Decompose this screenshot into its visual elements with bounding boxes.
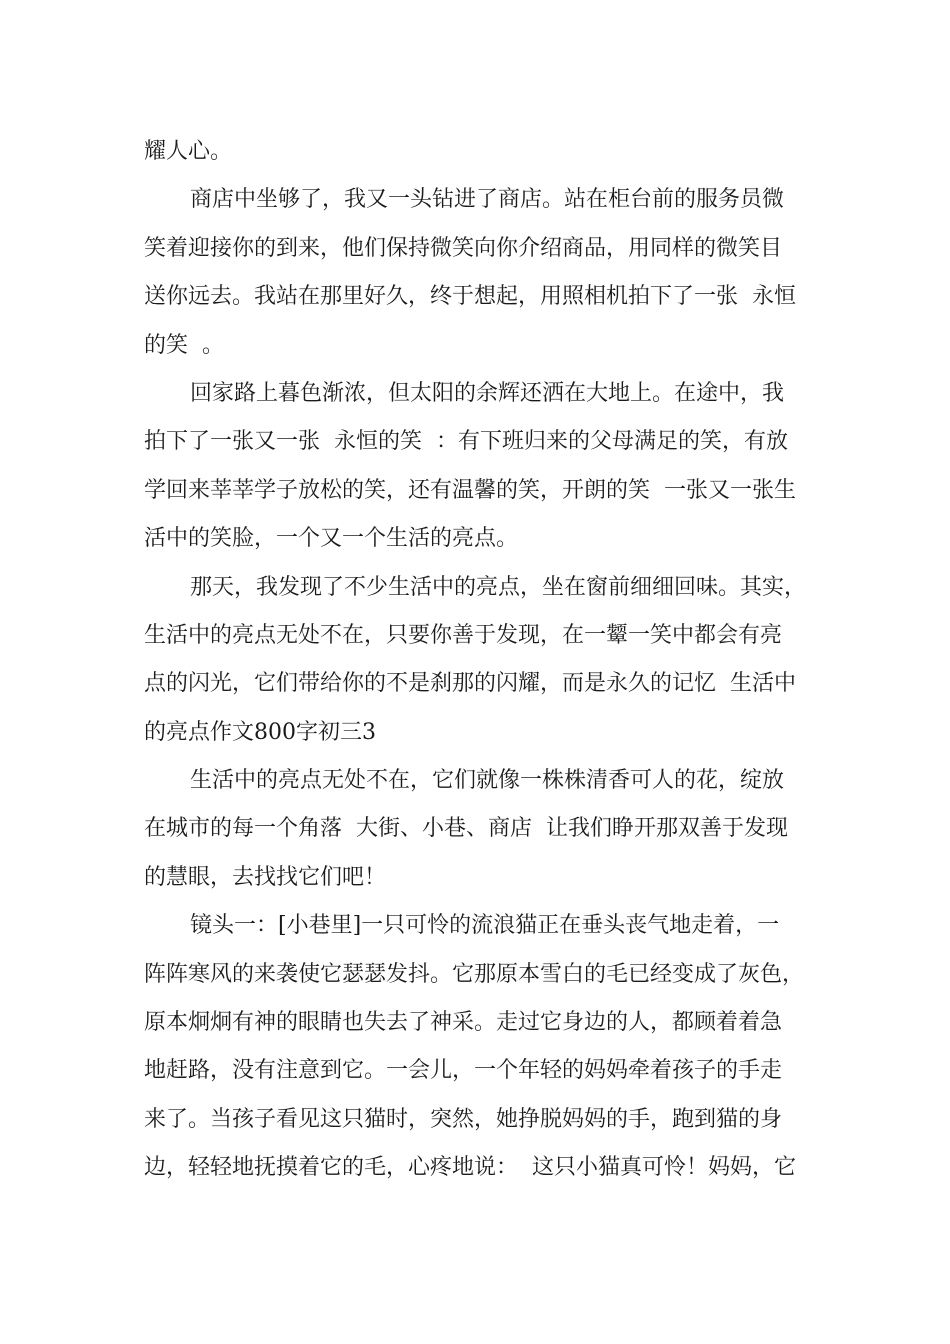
text-line: 送你远去。我站在那里好久，终于想起，用照相机拍下了一张 永恒 [144, 284, 796, 310]
text-line: 回家路上暮色渐浓，但太阳的余辉还洒在大地上。在途中，我 [190, 380, 785, 406]
text-line: 镜头一：[小巷里]一只可怜的流浪猫正在垂头丧气地走着，一 [190, 913, 780, 939]
text-line: 活中的笑脸，一个又一个生活的亮点。 [144, 526, 519, 552]
text-line: 点的闪光，它们带给你的不是刹那的闪耀，而是永久的记忆 生活中 [144, 671, 796, 697]
text-line: 笑着迎接你的到来，他们保持微笑向你介绍商品，用同样的微笑目 [144, 235, 783, 261]
text-line: 地赶路，没有注意到它。一会儿，一个年轻的妈妈牵着孩子的手走 [144, 1058, 783, 1084]
text-line: 的笑 。 [144, 332, 224, 358]
text-line: 耀人心。 [144, 139, 233, 164]
document-body [144, 128, 824, 1193]
text-line: 的慧眼，去找找它们吧！ [144, 864, 387, 890]
text-line: 来了。当孩子看见这只猫时，突然，她挣脱妈妈的手，跑到猫的身 [144, 1106, 783, 1132]
text-line: 边，轻轻地抚摸着它的毛，心疼地说： 这只小猫真可怜！妈妈，它 [144, 1155, 796, 1181]
text-line: 阵阵寒风的来袭使它瑟瑟发抖。它那原本雪白的毛已经变成了灰色， [144, 961, 805, 987]
text-line: 生活中的亮点无处不在，它们就像一株株清香可人的花，绽放 [190, 768, 785, 794]
text-line: 的亮点作文800字初三3 [144, 719, 376, 745]
text-line: 拍下了一张又一张 永恒的笑 ：有下班归来的父母满足的笑，有放 [144, 429, 788, 455]
text-line: 原本炯炯有神的眼睛也失去了神采。走过它身边的人，都顾着着急 [144, 1010, 783, 1036]
text-line: 生活中的亮点无处不在，只要你善于发现，在一颦一笑中都会有亮 [144, 622, 783, 648]
text-line: 商店中坐够了，我又一头钻进了商店。站在柜台前的服务员微 [190, 187, 785, 213]
text-line: 在城市的每一个角落 大街、小巷、商店 让我们睁开那双善于发现 [144, 816, 788, 842]
text-line: 学回来莘莘学子放松的笑，还有温馨的笑，开朗的笑 一张又一张生 [144, 477, 796, 503]
text-line: 那天，我发现了不少生活中的亮点，坐在窗前细细回味。其实， [190, 574, 807, 600]
